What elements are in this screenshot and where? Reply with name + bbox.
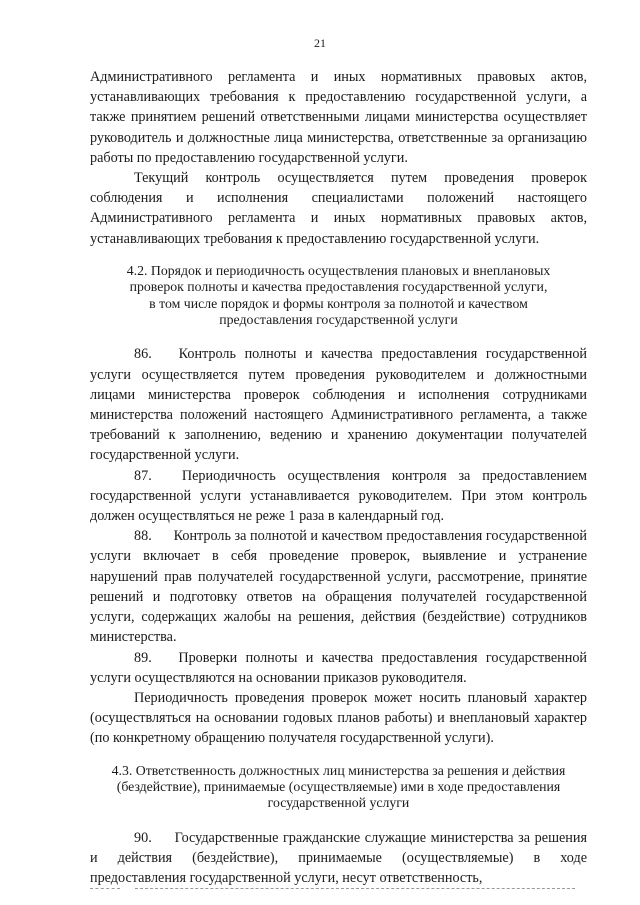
heading-line: предоставления государственной услуги [219,312,458,328]
page-number: 21 [314,36,326,50]
clause-87 [90,466,587,527]
heading-line: государственной услуги [267,795,410,811]
clause-text: Периодичность осуществления контроля за предоставлением государственной услуги устанавливается руководителем. При этом контроль должен осуществляться не реже 1 раза в календарный год. [90,467,587,525]
clause-text: Государственные гражданские служащие министерства за решения и действия (бездействие), принимаемые (осуществляемые) в ходе предоставления государственной услуги, несут ответственность, [90,829,588,887]
clause-text: Контроль за полнотой и качеством предоставления государственной услуги включает в себя проведение проверок, выявление и устранение нарушений прав получателей государственной услуги, рассмотрение, принятие решений и подготовку ответов на обращения получателей государственной услуги, содержащих жалобы на решения, действия (бездействие) сотрудников министерства. [90,528,588,646]
clause-text: Контроль полноты и качества предоставления государственной услуги осуществляется путем проведения руководителем и должностными лицами министерства проверок соблюдения и исполнения сотрудниками министерства положений настоящего Административного регламента, а также требований к заполнению, ведению и хранению документации получателей государственной услуги. [90,346,587,464]
paragraph-periodicity: Периодичность проведения проверок может носить плановый характер (осуществляться на основании годовых планов работы) и внеплановый характер (по конкретному обращению получателя государственной услуги). [90,689,587,747]
clause-number: 88. [134,528,152,545]
scan-artifact-line [90,888,120,889]
clause-text: Проверки полноты и качества предоставления государственной услуги осуществляются на основании приказов руководителя. [90,649,588,686]
heading-line: (бездействие), принимаемые (осуществляемые) ими в ходе предоставления [116,778,561,794]
clause-86 [90,344,587,465]
clause-number: 89. [134,649,152,666]
clause-number: 86. [134,346,152,363]
section-heading-4-3 [90,763,587,812]
heading-line: 4.2. Порядок и периодичность осуществления плановых и внеплановых [126,262,551,278]
paragraph-current-control: Текущий контроль осуществляется путем проведения проверок соблюдения и исполнения специалистами положений настоящего Административного регламента и иных нормативных правовых актов, устанавливающих требования к предоставлению государственной услуги. [90,170,587,247]
heading-line: в том числе порядок и формы контроля за полнотой и качеством [149,295,528,311]
heading-line: 4.3. Ответственность должностных лиц министерства за решения и действия [111,762,566,778]
paragraph-continuation: Административного регламента и иных нормативных правовых актов, устанавливающих требования к предоставлению государственной услуги, а также принятием решений ответственными лицами министерства осуществляет руководитель и должностные лица министерства, ответственные за организацию работы по предоставлению государственной услуги. [90,69,587,166]
heading-line: проверок полноты и качества предоставления государственной услуги, [129,279,548,295]
clause-89 [90,648,587,688]
scan-artifact-line [135,888,575,889]
clause-88 [90,526,587,647]
clause-number: 90. [134,829,152,846]
clause-90 [90,828,587,889]
document-body [90,67,587,888]
section-heading-4-2 [90,263,587,329]
clause-number: 87. [134,467,152,484]
